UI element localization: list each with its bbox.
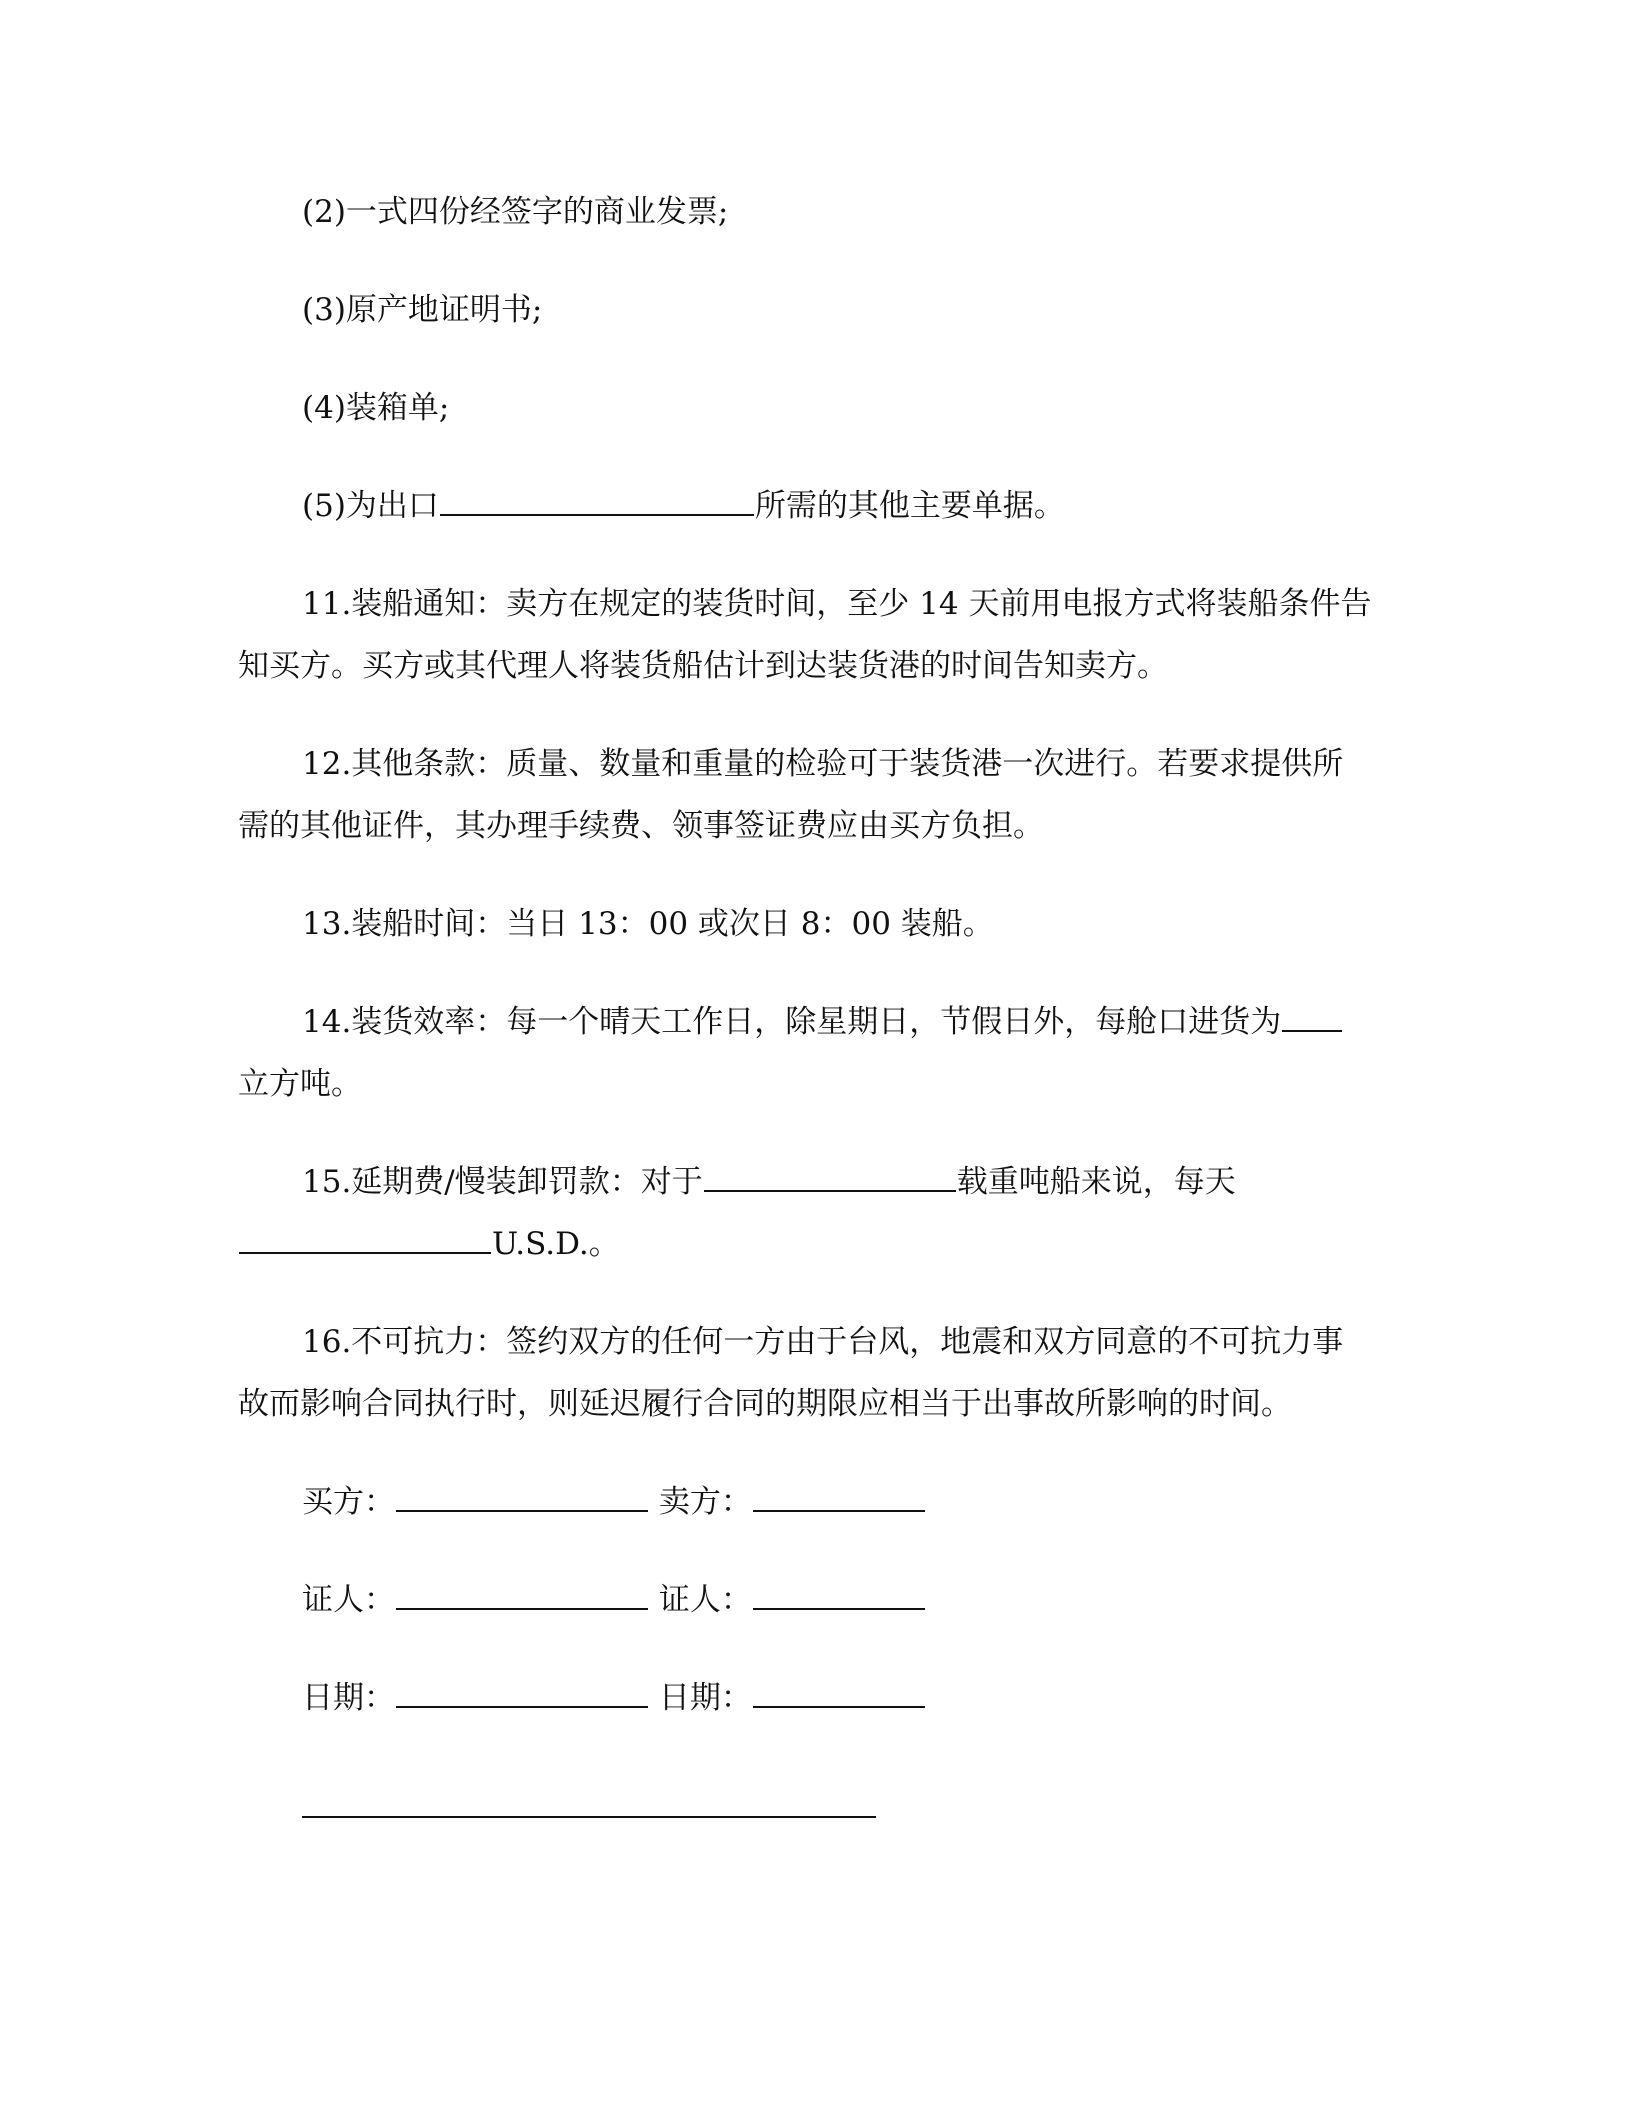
date-left-blank (396, 1678, 648, 1708)
tonnage-blank (704, 1162, 956, 1192)
date-right-blank (753, 1678, 925, 1708)
export-destination-blank (440, 486, 754, 516)
witness-right-blank (753, 1580, 925, 1610)
clause-12-line-1: 12.其他条款：质量、数量和重量的检验可于装货港一次进行。若要求提供所 (302, 746, 1344, 782)
clause-15-line-2: U.S.D.。 (238, 1224, 620, 1264)
clause-13-line-1: 13.装船时间：当日 13：00 或次日 8：00 装船。 (302, 906, 994, 942)
doc-item-4: (4)装箱单; (302, 390, 450, 426)
doc-item-3: (3)原产地证明书; (302, 292, 543, 328)
clause-14-line-1: 14.装货效率：每一个晴天工作日，除星期日，节假日外，每舱口进货为 (302, 1002, 1343, 1042)
clause-12-line-2: 需的其他证件，其办理手续费、领事签证费应由买方负担。 (238, 808, 1044, 844)
signature-row-witnesses: 证人： 证人： (302, 1580, 926, 1620)
clause-15-line-1: 15.延期费/慢装卸罚款：对于 载重吨船来说，每天 (302, 1164, 1236, 1200)
clause-16-line-2: 故而影响合同执行时，则延迟履行合同的期限应相当于出事故所影响的时间。 (238, 1386, 1292, 1422)
seller-signature-blank (753, 1482, 925, 1512)
clause-14-line-2: 立方吨。 (238, 1066, 362, 1102)
doc-item-5: (5)为出口 所需的其他主要单据。 (302, 488, 1065, 524)
loading-rate-blank (1282, 1002, 1342, 1032)
doc-item-2: (2)一式四份经签字的商业发票; (302, 194, 729, 230)
buyer-signature-blank (396, 1482, 648, 1512)
signature-row-dates: 日期： 日期： (302, 1678, 926, 1718)
clause-11-line-1: 11.装船通知：卖方在规定的装货时间，至少 14 天前用电报方式将装船条件告 (302, 586, 1372, 622)
signature-row-parties: 买方： 卖方： (302, 1482, 926, 1522)
clause-16-line-1: 16.不可抗力：签约双方的任何一方由于台风，地震和双方同意的不可抗力事 (302, 1324, 1344, 1360)
clause-11-line-2: 知买方。买方或其代理人将装货船估计到达装货港的时间告知卖方。 (238, 648, 1168, 684)
daily-amount-blank (239, 1224, 491, 1254)
witness-left-blank (396, 1580, 648, 1610)
closing-rule (302, 1816, 876, 1818)
